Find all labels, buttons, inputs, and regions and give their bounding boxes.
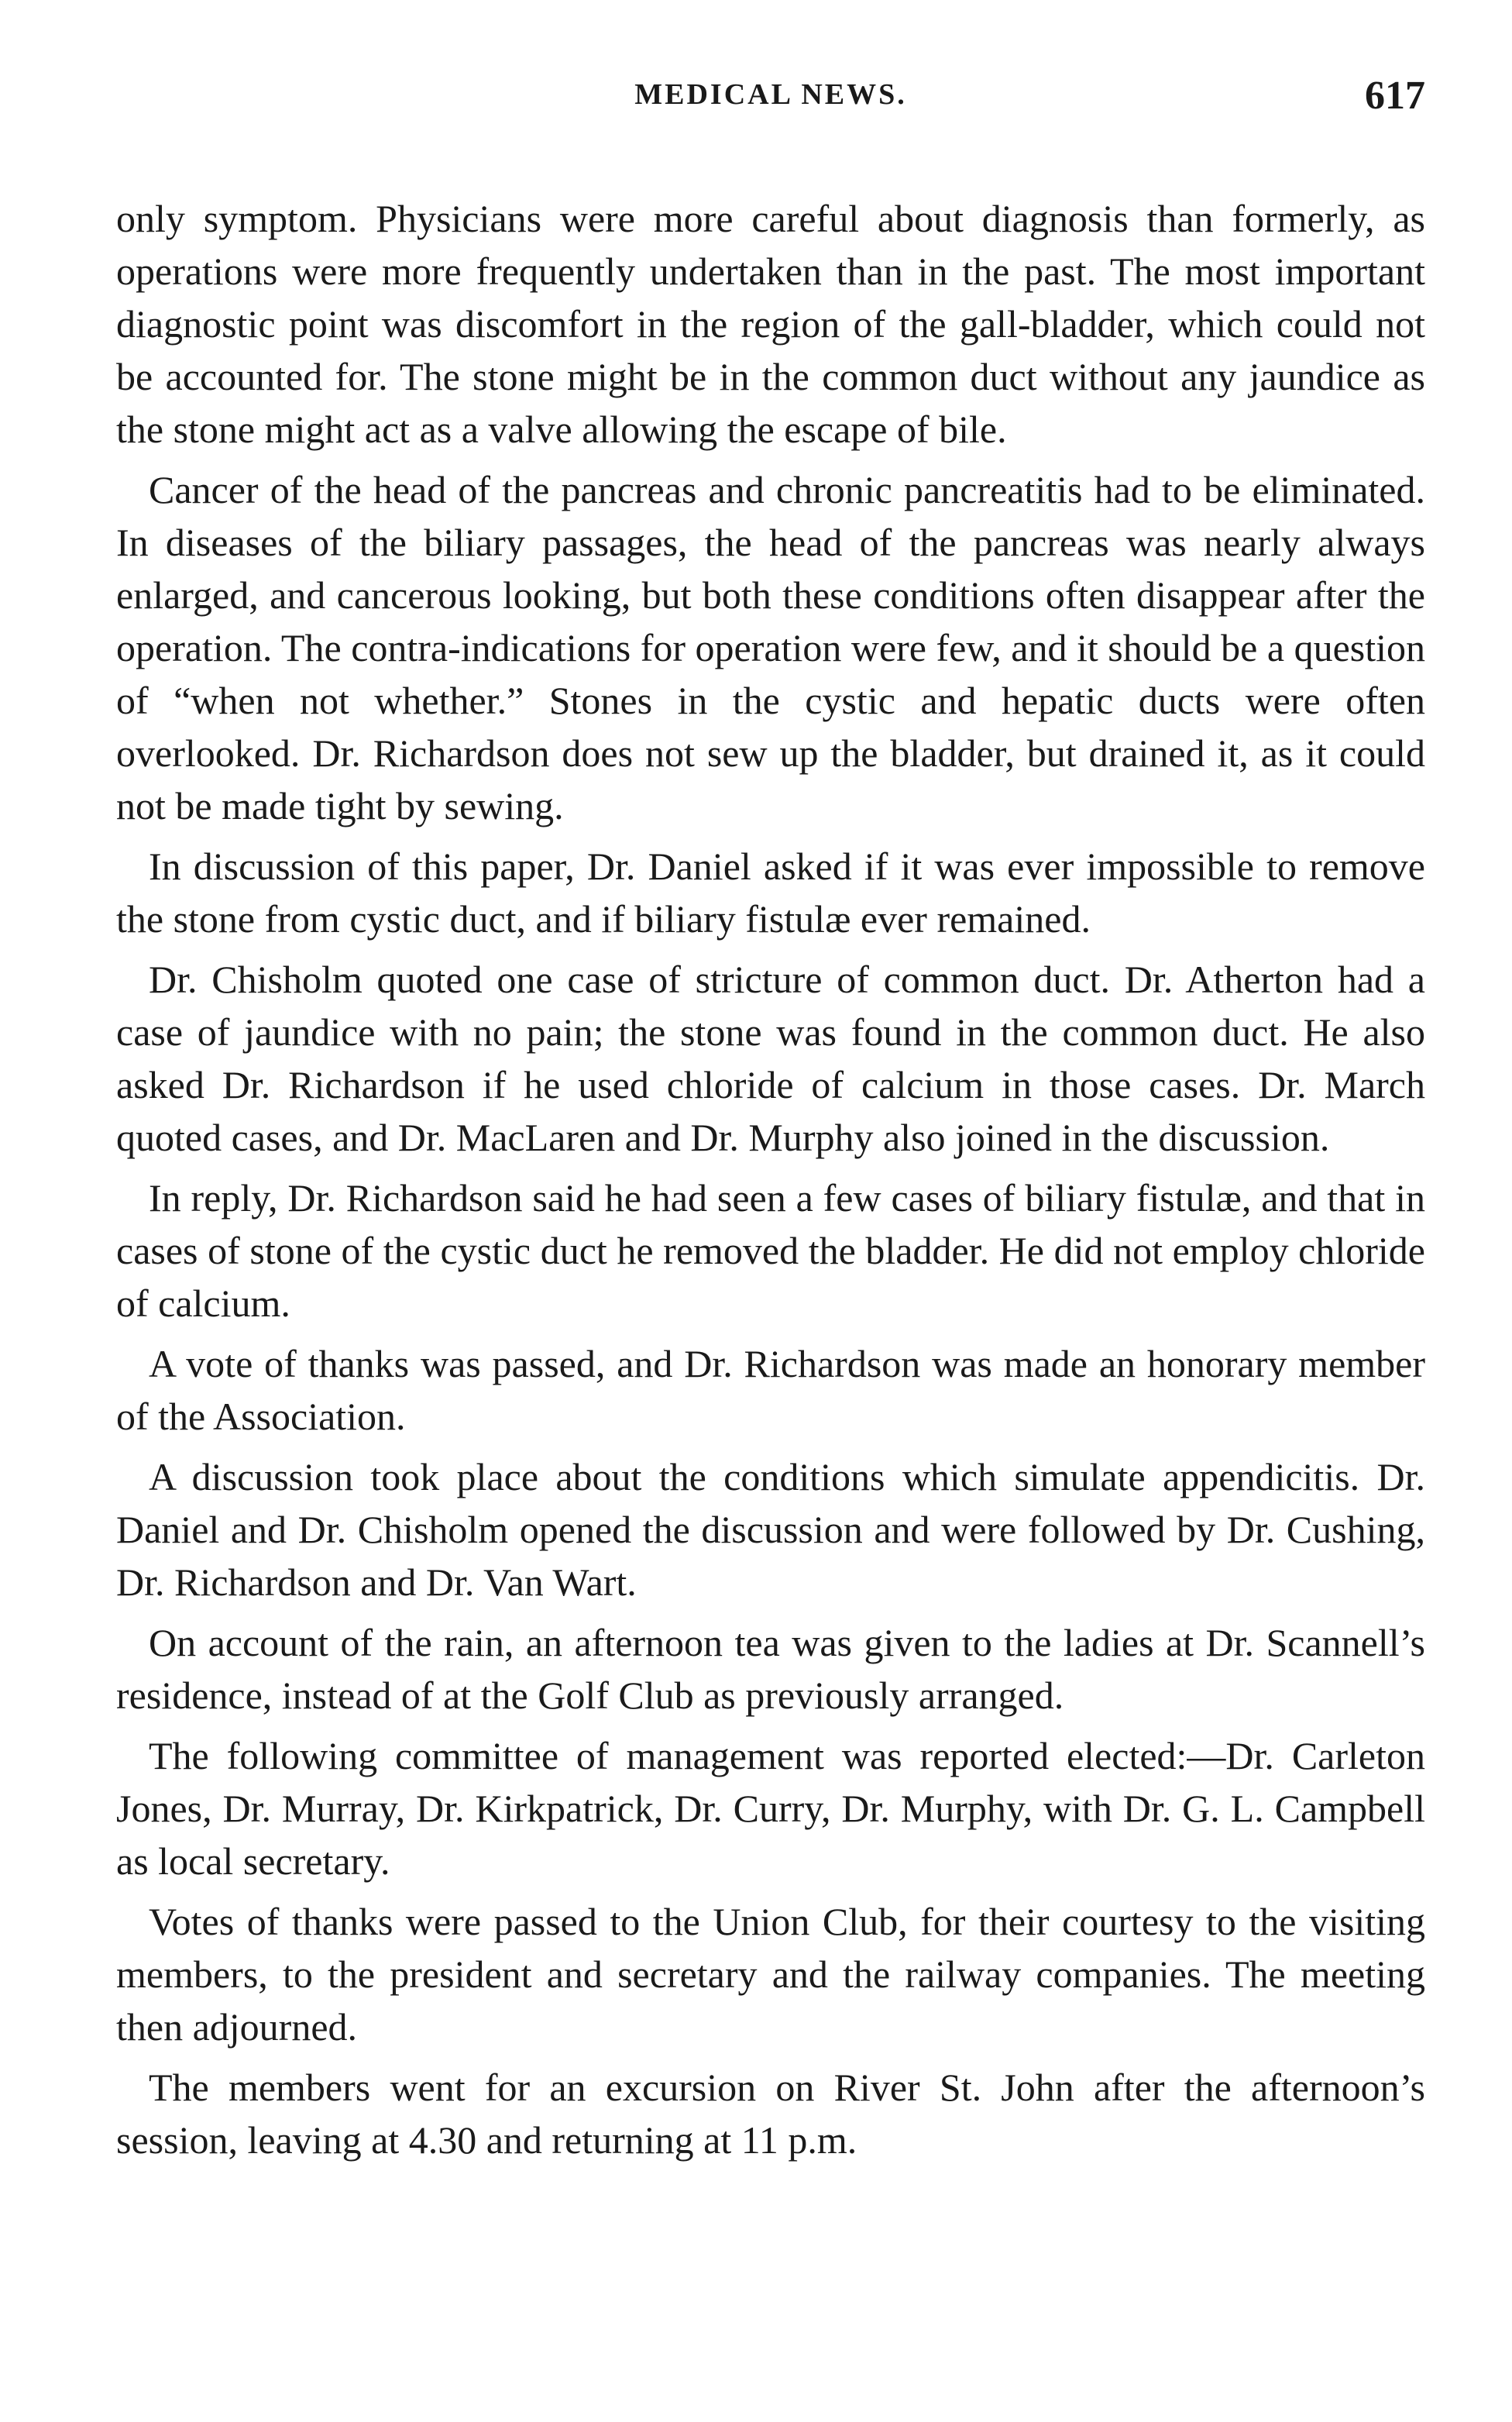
body-text xyxy=(116,192,1425,2166)
running-header xyxy=(116,74,1425,139)
paragraph: The members went for an excursion on River St. John after the afternoon’s session, leaving at 4.30 and returning at 11 p.m. xyxy=(116,2066,1425,2162)
paragraph: In discussion of this paper, Dr. Daniel asked if it was ever impossible to remove the stone from cystic duct, and if biliary fistulæ ever remained. xyxy=(116,845,1425,941)
document-page xyxy=(116,74,1425,2371)
paragraph: In reply, Dr. Richardson said he had seen a few cases of biliary fistulæ, and that in cases of stone of the cystic duct he removed the bladder. He did not employ chloride of calcium. xyxy=(116,1176,1425,1325)
page-number: 617 xyxy=(1365,74,1425,118)
paragraph-continued: only symptom. Physicians were more careful about diagnosis than formerly, as operations were more frequently undertaken than in the past. The most important diagnostic point was discomfort in the region of the gall-bladder, which could not be accounted for. The stone might be in the common duct without any jaundice as the stone might act as a valve allowing the escape of bile. xyxy=(116,197,1425,451)
paragraph: Votes of thanks were passed to the Union Club, for their courtesy to the visiting members, to the president and secretary and the railway companies. The meeting then adjourned. xyxy=(116,1900,1425,2049)
paragraph: A vote of thanks was passed, and Dr. Richardson was made an honorary member of the Association. xyxy=(116,1342,1425,1438)
paragraph: The following committee of management was reported elected:—Dr. Carleton Jones, Dr. Murray, Dr. Kirkpatrick, Dr. Curry, Dr. Murphy, with Dr. G. L. Campbell as local secretary. xyxy=(116,1734,1425,1883)
paragraph: A discussion took place about the conditions which simulate appendicitis. Dr. Daniel and Dr. Chisholm opened the discussion and were followed by Dr. Cushing, Dr. Richardson and Dr. Van Wart. xyxy=(116,1455,1425,1604)
running-title: MEDICAL NEWS. xyxy=(634,78,907,111)
paragraph: Dr. Chisholm quoted one case of stricture of common duct. Dr. Atherton had a case of jaundice with no pain; the stone was found in the common duct. He also asked Dr. Richardson if he used chloride of calcium in those cases. Dr. March quoted cases, and Dr. MacLaren and Dr. Murphy also joined in the discussion. xyxy=(116,958,1425,1159)
paragraph: On account of the rain, an afternoon tea was given to the ladies at Dr. Scannell’s residence, instead of at the Golf Club as previously arranged. xyxy=(116,1621,1425,1717)
paragraph: Cancer of the head of the pancreas and chronic pancreatitis had to be eliminated. In diseases of the biliary passages, the head of the pancreas was nearly always enlarged, and cancerous looking, but both these conditions often disappear after the operation. The contra-indications for operation were few, and it should be a question of “when not whether.” Stones in the cystic and hepatic ducts were often overlooked. Dr. Richardson does not sew up the bladder, but drained it, as it could not be made tight by sewing. xyxy=(116,468,1425,827)
